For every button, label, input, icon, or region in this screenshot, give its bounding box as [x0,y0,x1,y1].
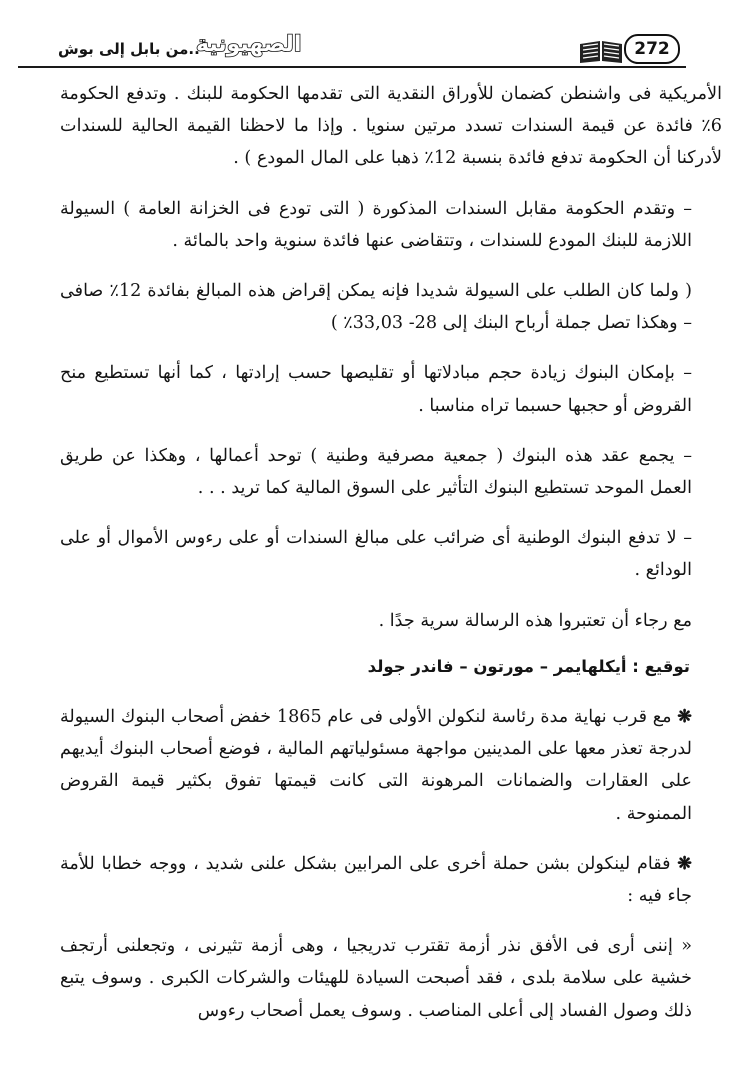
paragraph-1: الأمريكية فى واشنطن كضمان للأوراق النقدية التى تقدمها الحكومة للبنك . وتدفع الحكومة 6٪ فائدة عن قيمة السندات تسدد مرتين سنويا . وإذا ما لاحظنا القيمة الحالية للسندات لأدركنا أن الحكومة تدفع فائدة بنسبة 12٪ ذهبا على المال المودع ) . [60,84,722,169]
quote-paragraph: « إننى أرى فى الأفق نذر أزمة تقترب تدريجيا ، وهى أزمة تثيرنى ، وتجعلنى أرتجف خشية على سلامة بلدى ، فقد أصبحت السيادة للهيئات والشركات الكبرى . وسوف يتبع ذلك وصول الفساد إلى أعلى المناصب . وسوف يعمل أصحاب رءوس [60,936,692,1021]
paragraph-10-text: فقام لينكولن بشن حملة أخرى على المرابين بشكل علنى شديد ، ووجه خطابا للأمة جاء فيه : [60,853,692,907]
paragraph-9 [60,701,722,830]
paragraph-5: – يجمع عقد هذه البنوك ( جمعية مصرفية وطنية ) توحد أعمالها ، وهكذا عن طريق العمل الموحد تستطيع البنوك التأثير على السوق المالية كما تريد . . . [60,445,692,499]
open-book-icon [578,38,624,64]
book-subtitle: ..من بابل إلى بوش [58,40,200,58]
page-header [18,30,686,70]
closing-line: مع رجاء أن تعتبروا هذه الرسالة سرية جدًا . [378,610,692,631]
page-body [60,78,722,1045]
bullet-star-icon: ❋ [677,852,693,874]
page-number: 272 [624,34,680,64]
signature-line: توقيع : أيكلهايمر – مورتون – فاندر جولد [367,656,690,676]
paragraph-9-text: مع قرب نهاية مدة رئاسة لنكولن الأولى فى عام 1865 خفض أصحاب البنوك السيولة لدرجة تعذر معها على المدينين مواجهة مسئولياتهم المالية ، فوضع أصحاب البنوك أيديهم على العقارات والضمانات المرهونة التى كانت قيمتها تفوق بكثير قيمة القروض الممنوحة . [60,707,692,824]
paragraph-4: – بإمكان البنوك زيادة حجم مبادلاتها أو تقليصها حسب إرادتها ، كما أنها تستطيع منح القروض أو حجبها حسبما تراه مناسبا . [60,363,692,416]
paragraph-2: – وتقدم الحكومة مقابل السندات المذكورة ( التى تودع فى الخزانة العامة ) السيولة اللازمة للبنك المودع للسندات ، وتتقاضى عنها فائدة سنوية واحد بالمائة . [60,198,692,251]
header-rule [18,66,686,68]
series-title: الصهيونية [196,32,302,57]
bullet-star-icon: ❋ [677,706,692,728]
paragraph-6: – لا تدفع البنوك الوطنية أى ضرائب على مبالغ السندات أو على رءوس الأموال أو على الودائع . [60,528,692,581]
paragraph-3: ( ولما كان الطلب على السيولة شديدا فإنه يمكن إقراض هذه المبالغ بفائدة 12٪ صافى – وهكذا تصل جملة أرباح البنك إلى 28- 33,03٪ ) [60,281,692,334]
paragraph-10 [60,848,722,912]
